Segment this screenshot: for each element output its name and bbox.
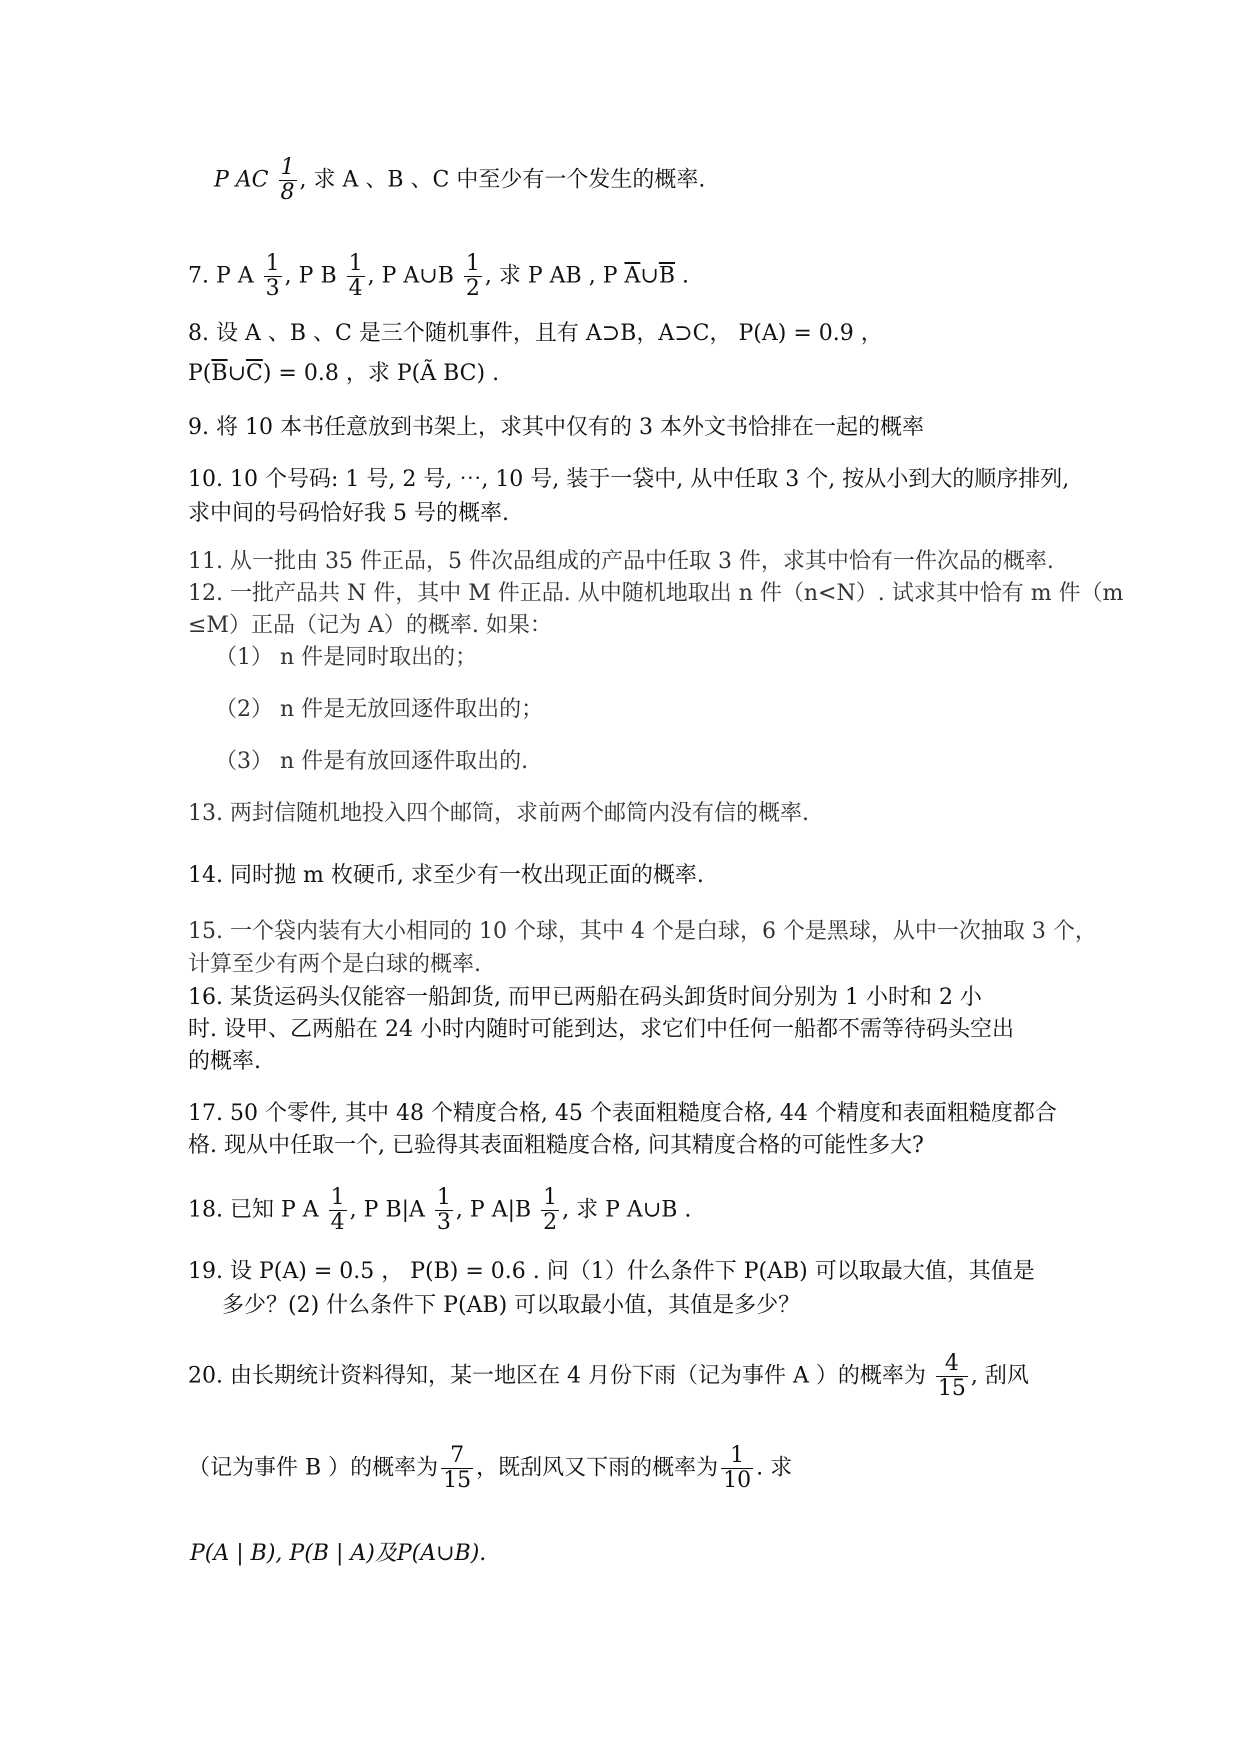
problem-8-line-1: 8. 设 A 、B 、C 是三个随机事件，且有 A⊃B，A⊃C， P(A) = 0.9 ， (188, 321, 883, 346)
problem-13: 13. 两封信随机地投入四个邮筒，求前两个邮筒内没有信的概率. (188, 801, 809, 826)
problem-17-line-1: 17. 50 个零件, 其中 48 个精度合格, 45 个表面粗糙度合格, 44 个精度和表面粗糙度都合 (188, 1101, 1057, 1126)
problem-16-line-1: 16. 某货运码头仅能容一船卸货, 而甲已两船在码头卸货时间分别为 1 小时和 2 小 (188, 985, 982, 1010)
numerator: 1 (543, 1185, 558, 1210)
numerator: 4 (936, 1352, 968, 1377)
denominator: 4 (330, 1210, 345, 1235)
problem-16-line-3: 的概率. (188, 1049, 261, 1074)
problem-20-line-1 (188, 1352, 1029, 1401)
problem-17-line-2: 格. 现从中任取一个, 已验得其表面粗糙度合格, 问其精度合格的可能性多大? (188, 1133, 924, 1158)
problem-12-line-2: ≤M）正品（记为 A）的概率. 如果： (188, 613, 552, 638)
denominator: 2 (465, 276, 480, 301)
fraction (279, 156, 297, 205)
problem-6-continued (214, 156, 705, 205)
denominator: 15 (443, 1468, 472, 1493)
fraction (347, 252, 365, 301)
text: , 求 A 、B 、C 中至少有一个发生的概率. (299, 167, 706, 193)
problem-20-line-2 (188, 1444, 792, 1493)
problem-12-item-3: （3） n 件是有放回逐件取出的. (215, 749, 529, 774)
text: （记为事件 B ）的概率为 (188, 1455, 439, 1481)
problem-18 (188, 1186, 691, 1235)
problem-12-item-1: （1） n 件是同时取出的； (215, 645, 478, 670)
text: P( (188, 361, 212, 386)
problem-16-line-2: 时. 设甲、乙两船在 24 小时内随时可能到达，求它们中任何一船都不需等待码头空出 (188, 1017, 1014, 1042)
text: P AC (214, 167, 276, 193)
text: 7. P A (188, 263, 261, 289)
numerator: 1 (265, 251, 280, 276)
numerator: 1 (280, 155, 295, 180)
problem-10-line-2: 求中间的号码恰好我 5 号的概率. (188, 501, 509, 526)
text: , 刮风 (970, 1363, 1029, 1389)
text: ) = 0.8 ，求 P(Ã BC) . (262, 361, 500, 386)
denominator: 10 (723, 1468, 752, 1493)
text: . 求 (756, 1455, 793, 1481)
text: , P A∪B (367, 263, 461, 289)
text: , P B|A (349, 1197, 432, 1223)
denominator: 4 (348, 276, 363, 301)
numerator: 1 (465, 251, 480, 276)
numerator: 1 (721, 1444, 753, 1469)
denominator: 3 (265, 276, 280, 301)
numerator: 1 (436, 1185, 451, 1210)
denominator: 3 (436, 1210, 451, 1235)
union-symbol: ∪ (640, 263, 659, 289)
union-symbol: ∪ (227, 361, 246, 386)
complement-b: $\overline{B}$ (211, 361, 228, 386)
fraction (721, 1444, 753, 1493)
problem-14: 14. 同时抛 m 枚硬币, 求至少有一枚出现正面的概率. (188, 863, 704, 888)
problem-15-line-1: 15. 一个袋内装有大小相同的 10 个球，其中 4 个是白球，6 个是黑球，从中一次抽取 3 个， (188, 919, 1097, 944)
denominator: 15 (937, 1376, 966, 1401)
fraction (464, 252, 482, 301)
numerator: 7 (441, 1444, 473, 1469)
fraction (329, 1186, 347, 1235)
problem-19-line-2: 多少？(2) 什么条件下 P(AB) 可以取最小值，其值是多少？ (222, 1293, 801, 1318)
problem-12-item-2: （2） n 件是无放回逐件取出的； (215, 697, 544, 722)
text: 18. 已知 P A (188, 1197, 326, 1223)
numerator: 1 (330, 1185, 345, 1210)
text: 20. 由长期统计资料得知，某一地区在 4 月份下雨（记为事件 A ）的概率为 (188, 1363, 933, 1389)
complement-b: $\overline{B}$ (658, 263, 675, 289)
fraction (435, 1186, 453, 1235)
fraction (936, 1352, 968, 1401)
text: , 求 P A∪B . (562, 1197, 692, 1223)
text: . (675, 263, 689, 289)
numerator: 1 (348, 251, 363, 276)
complement-a: $\overline{A}$ (624, 263, 641, 289)
problem-19-line-1: 19. 设 P(A) = 0.5 ， P(B) = 0.6 . 问（1）什么条件下 P(AB) 可以取最大值，其值是 (188, 1259, 1035, 1284)
problem-20-line-3: P(A | B), P(B | A)及P(A∪B). (190, 1541, 487, 1566)
text: , 求 P AB , P (484, 263, 625, 289)
fraction (441, 1444, 473, 1493)
text: , P A|B (455, 1197, 539, 1223)
problem-10-line-1: 10. 10 个号码: 1 号, 2 号, ⋯, 10 号, 装于一袋中, 从中任取 3 个, 按从小到大的顺序排列, (188, 467, 1070, 492)
complement-c: $\overline{C}$ (246, 361, 263, 386)
fraction (541, 1186, 559, 1235)
fraction (264, 252, 282, 301)
problem-15-line-2: 计算至少有两个是白球的概率. (188, 952, 481, 977)
problem-8-line-2 (188, 360, 499, 388)
text: ，既刮风又下雨的概率为 (476, 1455, 719, 1481)
text: , P B (284, 263, 344, 289)
problem-12-line-1: 12. 一批产品共 N 件，其中 M 件正品. 从中随机地取出 n 件（n<N）. 试求其中恰有 m 件（m (188, 581, 1124, 606)
denominator: 8 (280, 180, 295, 205)
problem-9: 9. 将 10 本书任意放到书架上，求其中仅有的 3 本外文书恰排在一起的概率 (188, 415, 924, 440)
problem-11: 11. 从一批由 35 件正品，5 件次品组成的产品中任取 3 件，求其中恰有一件次品的概率. (188, 549, 1054, 574)
denominator: 2 (543, 1210, 558, 1235)
problem-7 (188, 252, 689, 301)
